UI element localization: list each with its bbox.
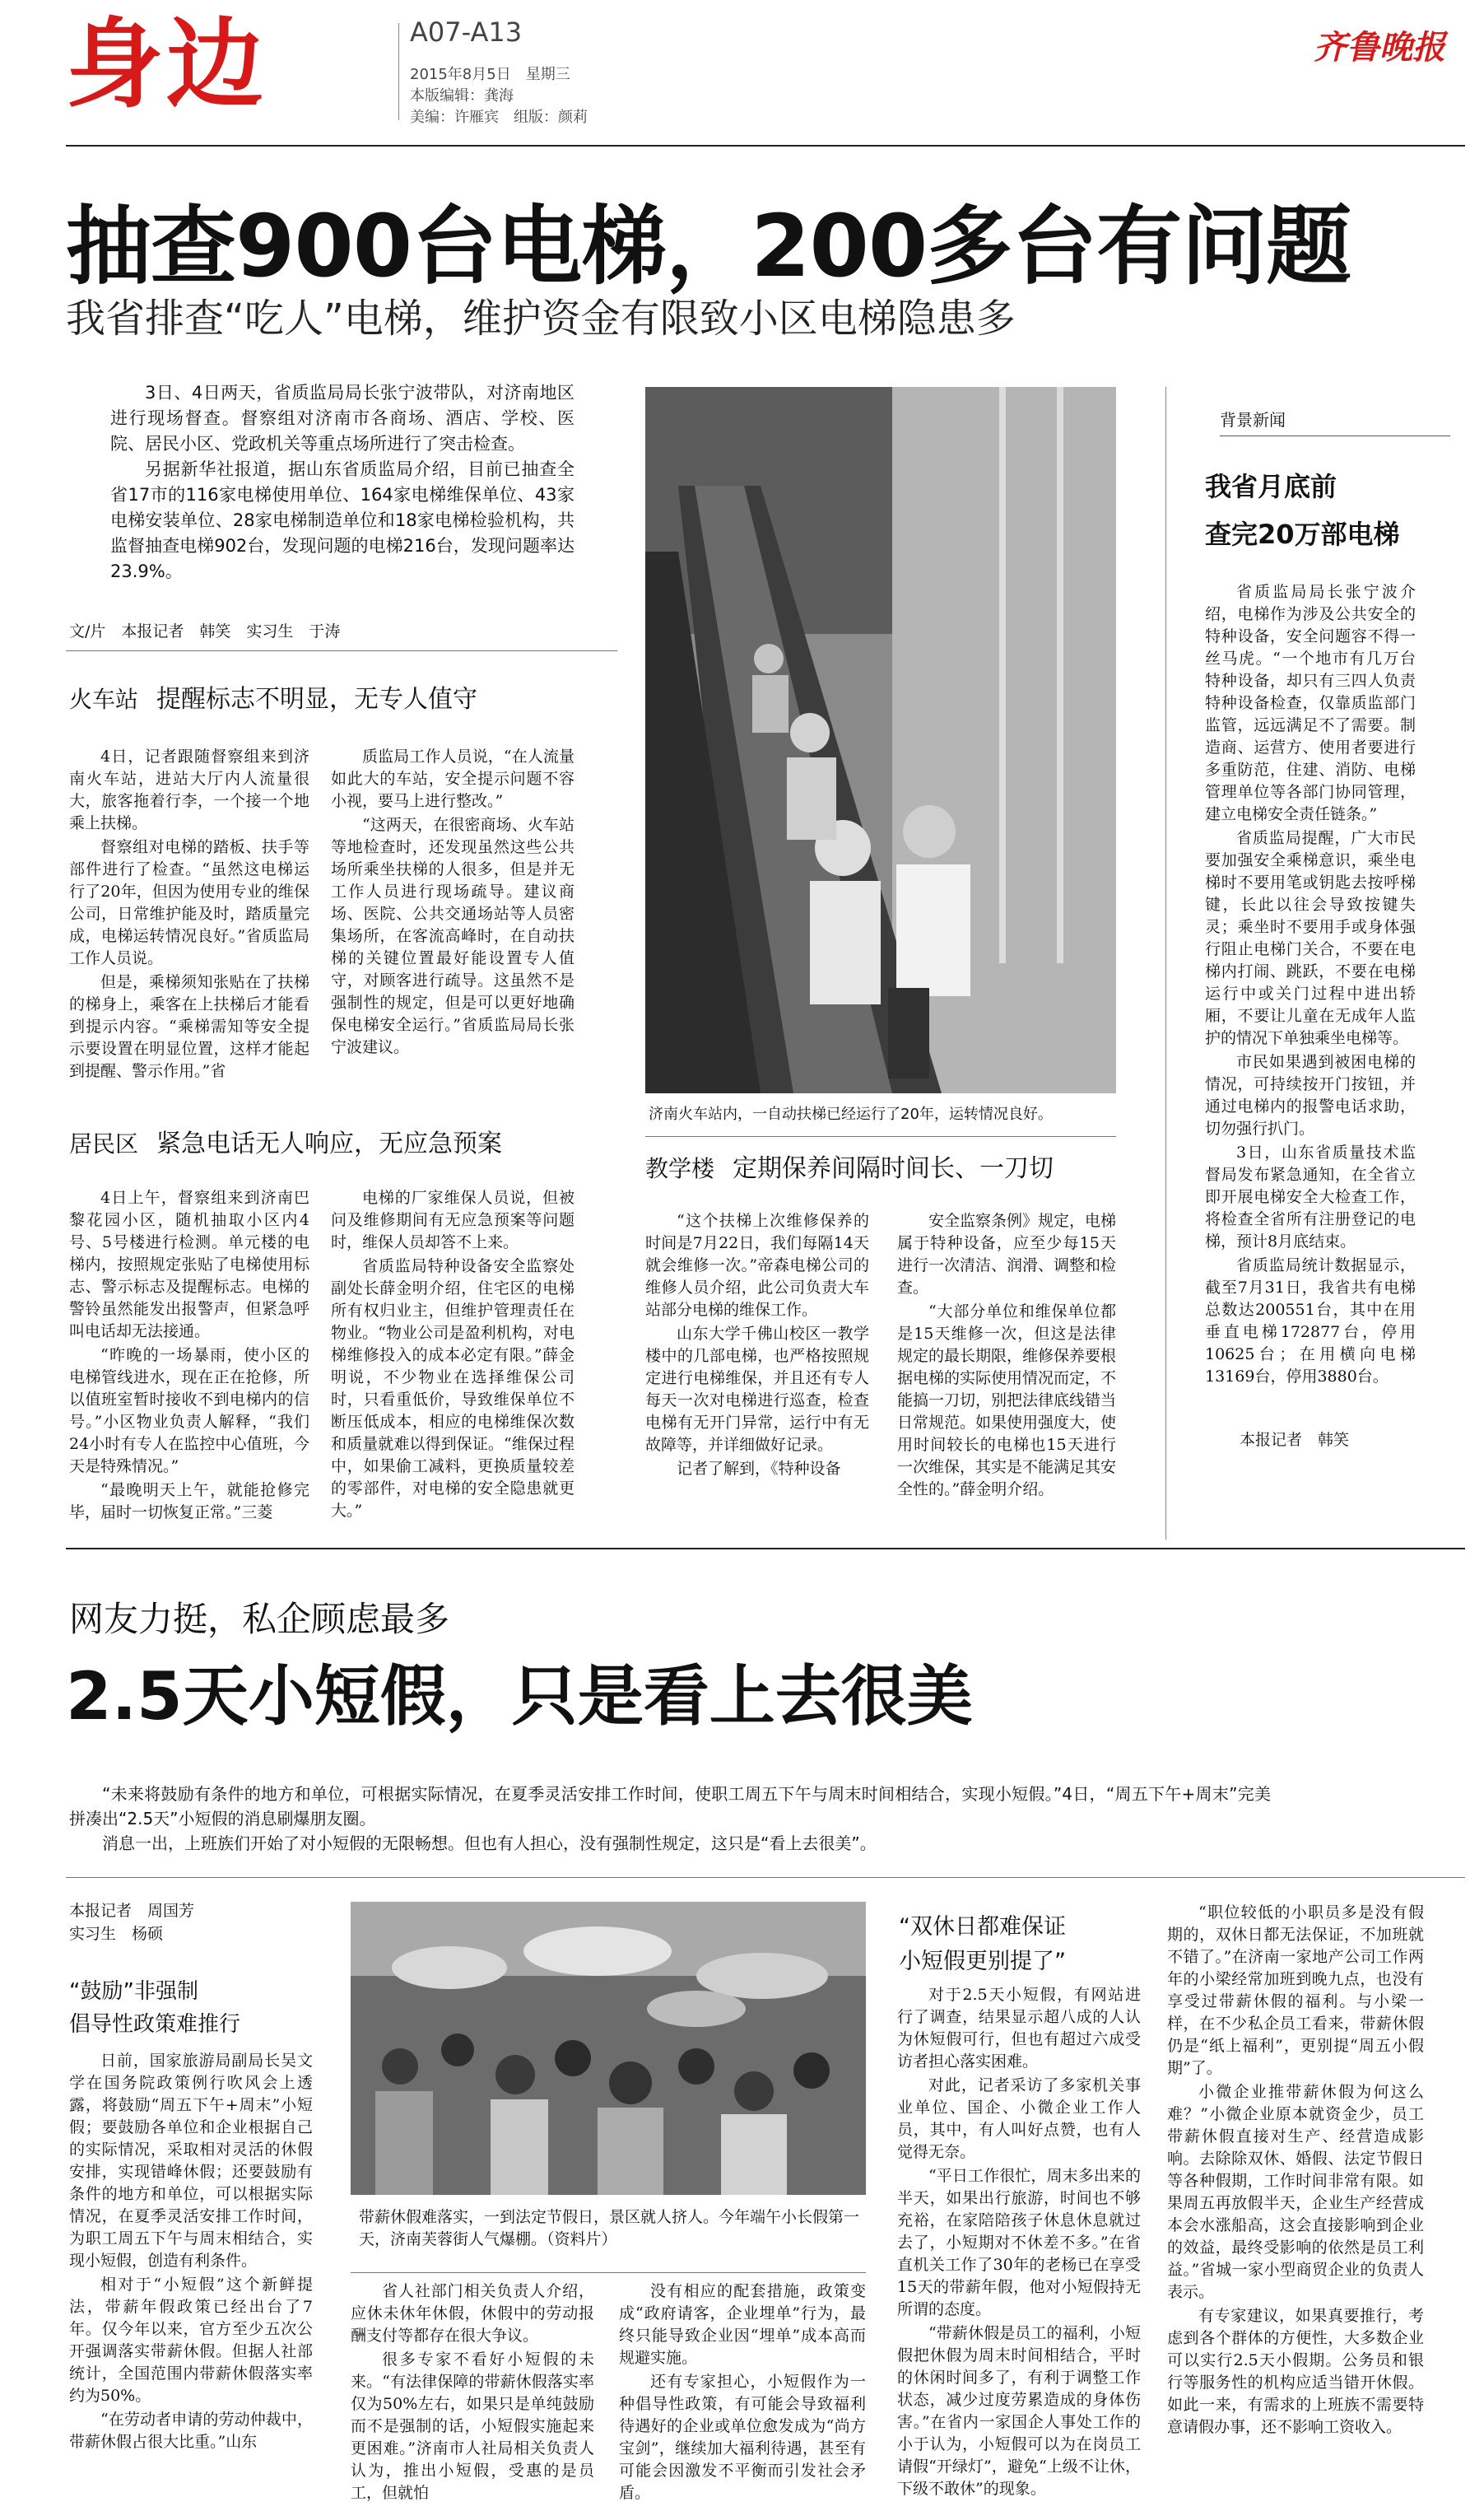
section-tag: 居民区 (69, 1130, 139, 1158)
paragraph: 相对于“小短假”这个新鲜提法，带薪年假政策已经出台了7年。仅今年以来，官方至少五次公开强调落实带薪休假。但据人社部统计，全国范围内带薪休假落实率约为50%。 (69, 2276, 313, 2405)
story1-subheadline: 我省排查“吃人”电梯，维护资金有限致小区电梯隐患多 (66, 296, 1016, 342)
paragraph: 小微企业推带薪休假为何这么难？”小微企业原本就资金少，员工带薪休假直接对生产、经营造成影响。去除除双休、婚假、法定节假日等各种假期，工作时间非常有限。如果周五再放假半天，企业生产经营成本会水涨船高，这会直接影响到企业的效益，最终受影响的依然是员工利益。”省城一家小型商贸企业的负责人表示。 (1167, 2083, 1424, 2301)
paragraph: “这个扶梯上次维修保养的时间是7月22日，我们每隔14天就会维修一次。”帝森电梯公司的维修人员介绍，此公司负责大车站部分电梯的维保工作。 (645, 1212, 869, 1319)
story2-byline-intern: 实习生 杨硕 (69, 1925, 164, 1943)
section-title: 紧急电话无人响应，无应急预案 (156, 1130, 503, 1158)
residential-col-2 (331, 1187, 575, 1530)
paragraph: 省质监局提醒，广大市民要加强安全乘梯意识，乘坐电梯时不要用笔或钥匙去按呼梯键，长此以往会导致按键失灵；乘坐时不要用手或身体强行阻止电梯门关合，不要在电梯内打闹、跳跃，不要在电梯运行中或关门过程中进出轿厢，不要让儿童在无成年人监护的情况下单独乘坐电梯等。 (1205, 829, 1416, 1047)
paragraph: 质监局工作人员说，“在人流量如此大的车站，安全提示问题不容小视，要马上进行整改。” (331, 748, 575, 810)
lead-paragraph: “未来将鼓励有条件的地方和单位，可根据实际情况，在夏季灵活安排工作时间，使职工周五下午与周末时间相结合，实现小短假。”4日，“周五下午+周末”完美拼凑出“2.5天”小短假的消息刷爆朋友圈。 (69, 1784, 1271, 1829)
story2-col-3 (619, 2280, 866, 2501)
paragraph: 日前，国家旅游局副局长吴文学在国务院政策例行吹风会上透露，将鼓励“周五下午+周末”小短假；要鼓励各单位和企业根据自己的实际情况，采取相对灵活的休假安排，实现错峰休假；还要鼓励有条件的地方和单位，可以根据实际情况，在夏季灵活安排工作时间，为职工周五下午与周末相结合，实现小短假，创造有利条件。 (69, 2052, 313, 2270)
sidebar-divider (1165, 387, 1166, 1540)
paragraph: 电梯的厂家维保人员说，但被问及维修期间有无应急预案等问题时，维保人员却答不上来。 (331, 1189, 575, 1251)
paragraph: “大部分单位和维保单位都是15天维修一次，但这是法律规定的最长期限，维修保养要根据电梯的实际使用情况而定，不能搞一刀切，别把法律底线错当日常规范。如果使用强度大，使用时间较长的电梯也15天进行一次维保，其实是不能满足其安全性的。”薛金明介绍。 (897, 1302, 1116, 1498)
paragraph: 4日，记者跟随督察组来到济南火车站，进站大厅内人流量很大，旅客拖着行李，一个接一个地乘上扶梯。 (69, 748, 309, 832)
sidebar-label: 背景新闻 (1220, 407, 1450, 436)
story-divider (66, 1548, 1465, 1549)
newspaper-logo: 齐鲁晚报 (1314, 28, 1445, 67)
section-train-station (69, 678, 477, 715)
lead-paragraph: 3日、4日两天，省质监局局长张宁波带队，对济南地区进行现场督查。督察组对济南市各商场、酒店、学校、医院、居民小区、党政机关等重点场所进行了突击检查。 (110, 383, 575, 454)
paragraph: “在劳动者申请的劳动仲裁中，带薪休假占很大比重。”山东 (69, 2411, 313, 2451)
sidebar-title-line1: 我省月底前 (1205, 471, 1337, 502)
story2-kicker: 网友力挺，私企顾虑最多 (69, 1599, 450, 1639)
story2-sec1-title-line1: “鼓励”非强制 (69, 1979, 198, 2004)
section-tag: 教学楼 (645, 1155, 715, 1182)
story2-sec1-title-line2: 倡导性政策难推行 (69, 2012, 241, 2037)
paragraph: 对此，记者采访了多家机关事业单位、国企、小微企业工作人员，其中，有人叫好点赞，也有人觉得无奈。 (897, 2076, 1141, 2161)
story1-byline: 文/片 本报记者 韩笑 实习生 于涛 (69, 622, 341, 641)
story2-lead (69, 1782, 1271, 1864)
paragraph: 很多专家不看好小短假的未来。“有法律保障的带薪休假落实率仅为50%左右，如果只是单纯鼓励而不是强制的话，小短假实施起来更困难。”济南市人社局相关负责人认为，推出小短假，受惠的是员工，但就怕 (351, 2350, 594, 2501)
paragraph: 但是，乘梯须知张贴在了扶梯的梯身上，乘客在上扶梯后才能看到提示内容。“乘梯需知等安全提示要设置在明显位置，这样才能起到提醒、警示作用。”省 (69, 973, 309, 1080)
paragraph: 记者了解到，《特种设备 (677, 1460, 841, 1478)
sidebar-body (1205, 581, 1416, 1413)
escalator-photo-illustration (645, 387, 1116, 1093)
paragraph: 省质监局统计数据显示，截至7月31日，我省共有电梯总数达200551台，其中在用垂直电梯172877台，停用10625台；在用横向电梯13169台，停用3880台。 (1205, 1256, 1416, 1386)
sidebar-byline: 本报记者 韩笑 (1240, 1431, 1350, 1449)
story2-col-5 (1167, 1902, 1424, 2501)
caption-rule (351, 2272, 866, 2273)
section-school (645, 1148, 1054, 1184)
byline-rule (66, 650, 617, 651)
crowd-photo-caption: 带薪休假难落实，一到法定节假日，景区就人挤人。今年端午小长假第一天，济南芙蓉街人气爆棚。（资料片） (359, 2208, 860, 2248)
page-design: 美编：许雁宾 组版：颜莉 (410, 109, 588, 126)
masthead-divider (398, 23, 399, 120)
page-range: A07-A13 (410, 16, 523, 48)
paragraph: 3日，山东省质量技术监督局发布紧急通知，在全省立即开展电梯安全大检查工作，将检查全省所有注册登记的电梯，预计8月底结束。 (1205, 1144, 1416, 1251)
paragraph: “职位较低的小职员多是没有假期的，双休日都无法保证，不加班就不错了。”在济南一家地产公司工作两年的小梁经常加班到晚九点，也没有享受过带薪休假的福利。与小梁一样，在不少私企员工看来，带薪休假仍是“纸上福利”，更别提“周五小假期”了。 (1167, 1903, 1424, 2077)
story1-lead (110, 380, 575, 586)
page-editor: 本版编辑：龚海 (410, 87, 514, 105)
crowd-photo (351, 1902, 866, 2195)
caption-rule (645, 1136, 1116, 1137)
paragraph: 省质监局局长张宁波介绍，电梯作为涉及公共安全的特种设备，安全问题容不得一丝马虎。“一个地市有几万台特种设备，却只有三四人负责特种设备检查，仅靠质监部门监管，远远满足不了需要。制造商、运营方、使用者要进行多重防范，住建、消防、电梯管理单位等各部门协同管理，建立电梯安全责任链条。” (1205, 583, 1416, 823)
lead-paragraph: 消息一出，上班族们开始了对小短假的无限畅想。但也有人担心，没有强制性规定，这只是“看上去很美”。 (102, 1833, 877, 1853)
section-title: 提醒标志不明显，无专人值守 (156, 685, 478, 714)
story2-sec2-title-line1: “双休日都难保证 (899, 1914, 1066, 1940)
paragraph: “带薪休假是员工的福利，小短假把休假为周末时间相结合，平时的休闲时间多了，有利于调整工作状态，减少过度劳累造成的身体伤害。”在省内一家国企人事处工作的小于认为，小短假可以为在岗员工请假“开绿灯”，避免“上级不让休，下级不敢休”的现象。 (897, 2324, 1141, 2498)
story2-lead-rule (66, 1877, 1465, 1878)
paragraph: 督察组对电梯的踏板、扶手等部件进行了检查。“虽然这电梯运行了20年，但因为使用专业的维保公司，日常维护能及时，踏质量完成，电梯运转情况良好。”省质监局工作人员说。 (69, 838, 309, 967)
section-residential (69, 1123, 502, 1159)
story2-headline: 2.5天小短假，只是看上去很美 (66, 1658, 973, 1735)
paragraph: 山东大学千佛山校区一教学楼中的几部电梯，也严格按照规定进行电梯维保，并且还有专人每天一次对电梯进行巡查，检查电梯有无开门异常，运行中有无故障等，并详细做好记录。 (645, 1325, 869, 1454)
escalator-photo (645, 387, 1116, 1093)
section-tag: 火车站 (69, 686, 139, 713)
paragraph: “这两天，在很密商场、火车站等地检查时，还发现虽然这些公共场所乘坐扶梯的人很多，但是并无工作人员进行现场疏导。建议商场、医院、公共交通场站等人员密集场所，在客流高峰时，在自动扶梯的关键位置最好能设置专人值守，对顾客进行疏导。这虽然不是强制性的规定，但是可以更好地确保电梯安全运行。”省质监局局长张宁波建议。 (331, 816, 575, 1056)
sidebar-title-line2: 查完20万部电梯 (1205, 519, 1400, 550)
issue-date: 2015年8月5日 星期三 (410, 66, 570, 83)
train-col-2 (331, 746, 575, 1083)
school-col-1 (645, 1210, 869, 1531)
crowd-photo-illustration (351, 1902, 866, 2195)
train-col-1 (69, 746, 309, 1083)
story2-col-2 (351, 2280, 594, 2501)
paragraph: 没有相应的配套措施，政策变成“政府请客，企业埋单”行为，最终只能导致企业因“埋单”成本高而规避实施。 (619, 2282, 866, 2367)
paragraph: 有专家建议，如果真要推行，考虑到各个群体的方便性，大多数企业可以实行2.5天小假期。公务员和银行等服务性的机构应适当错开休假。如此一来，有需求的上班族不需要特意请假办事，还不影响工资收入。 (1167, 2307, 1424, 2436)
paragraph: “昨晚的一场暴雨，使小区的电梯管线进水，现在正在抢修，所以值班室暂时接收不到电梯内的信号。”小区物业负责人解释，“我们24小时有专人在监控中心值班，今天是特殊情况。” (69, 1346, 309, 1475)
masthead-rule (66, 145, 1465, 147)
school-col-2 (897, 1210, 1116, 1531)
paragraph: “最晚明天上午，就能抢修完毕，届时一切恢复正常。”三菱 (69, 1481, 309, 1521)
story2-byline-reporter: 本报记者 周国芳 (69, 1902, 195, 1920)
paragraph: “平日工作很忙，周末多出来的半天，如果出行旅游，时间也不够充裕，在家陪陪孩子休息休息就过去了，小短期对不休差不多。”在省直机关工作了30年的老杨已在享受15天的带薪年假，他对小短假持无所谓的态度。 (897, 2167, 1141, 2318)
residential-col-1 (69, 1187, 309, 1530)
paragraph: 省人社部门相关负责人介绍，应休未休年休假，休假中的劳动报酬支付等都存在很大争议。 (351, 2282, 594, 2345)
paragraph: 4日上午，督察组来到济南巴黎花园小区，随机抽取小区内4号、5号楼进行检测。单元楼的电梯内，按照规定张贴了电梯使用标志、警示标志及提醒标志。电梯的警铃虽然能发出报警声，但紧急呼叫电话却无法接通。 (69, 1189, 309, 1340)
paragraph: 对于2.5天小短假，有网站进行了调查，结果显示超八成的人认为休短假可行，但也有超过六成受访者担心落实困难。 (897, 1986, 1141, 2071)
lead-paragraph: 另据新华社报道，据山东省质监局介绍，目前已抽查全省17市的116家电梯使用单位、164家电梯维保单位、43家电梯安装单位、28家电梯制造单位和18家电梯检验机构，共监督抽查电梯902台，发现问题的电梯216台，发现问题率达23.9%。 (110, 459, 575, 581)
story1-headline: 抽查900台电梯，200多台有问题 (66, 196, 1351, 296)
escalator-photo-caption: 济南火车站内，一自动扶梯已经运行了20年，运转情况良好。 (649, 1106, 1053, 1123)
story2-col-1 (69, 2050, 313, 2501)
paragraph: 省质监局特种设备安全监察处副处长薛金明介绍，住宅区的电梯所有权归业主，但维护管理责任在物业。“物业公司是盈利机构，对电梯维修投入的成本必定有限。”薛金明说，不少物业在选择维保公司时，只看重低价，导致维保单位不断压低成本，相应的电梯维保次数和质量就难以得到保证。“维保过程中，如果偷工减料，更换质量较差的零部件，对电梯的安全隐患就更大。” (331, 1257, 575, 1520)
paragraph: 市民如果遇到被困电梯的情况，可持续按开门按钮，并通过电梯内的报警电话求助，切勿强行扒门。 (1205, 1053, 1416, 1138)
paragraph: 还有专家担心，小短假作为一种倡导性政策，有可能会导致福利待遇好的企业或单位愈发成为“尚方宝剑”，继续加大福利待遇，甚至有可能会因激发不平衡而引发社会矛盾。 (619, 2373, 866, 2501)
paragraph: 安全监察条例》规定，电梯属于特种设备，应至少每15天进行一次清洁、润滑、调整和检查。 (897, 1212, 1116, 1297)
story2-col-4 (897, 1984, 1141, 2501)
section-title: 身边 (66, 7, 267, 121)
story2-sec2-title-line2: 小短假更别提了” (899, 1949, 1066, 1974)
section-title: 定期保养间隔时间长、一刀切 (733, 1154, 1054, 1183)
